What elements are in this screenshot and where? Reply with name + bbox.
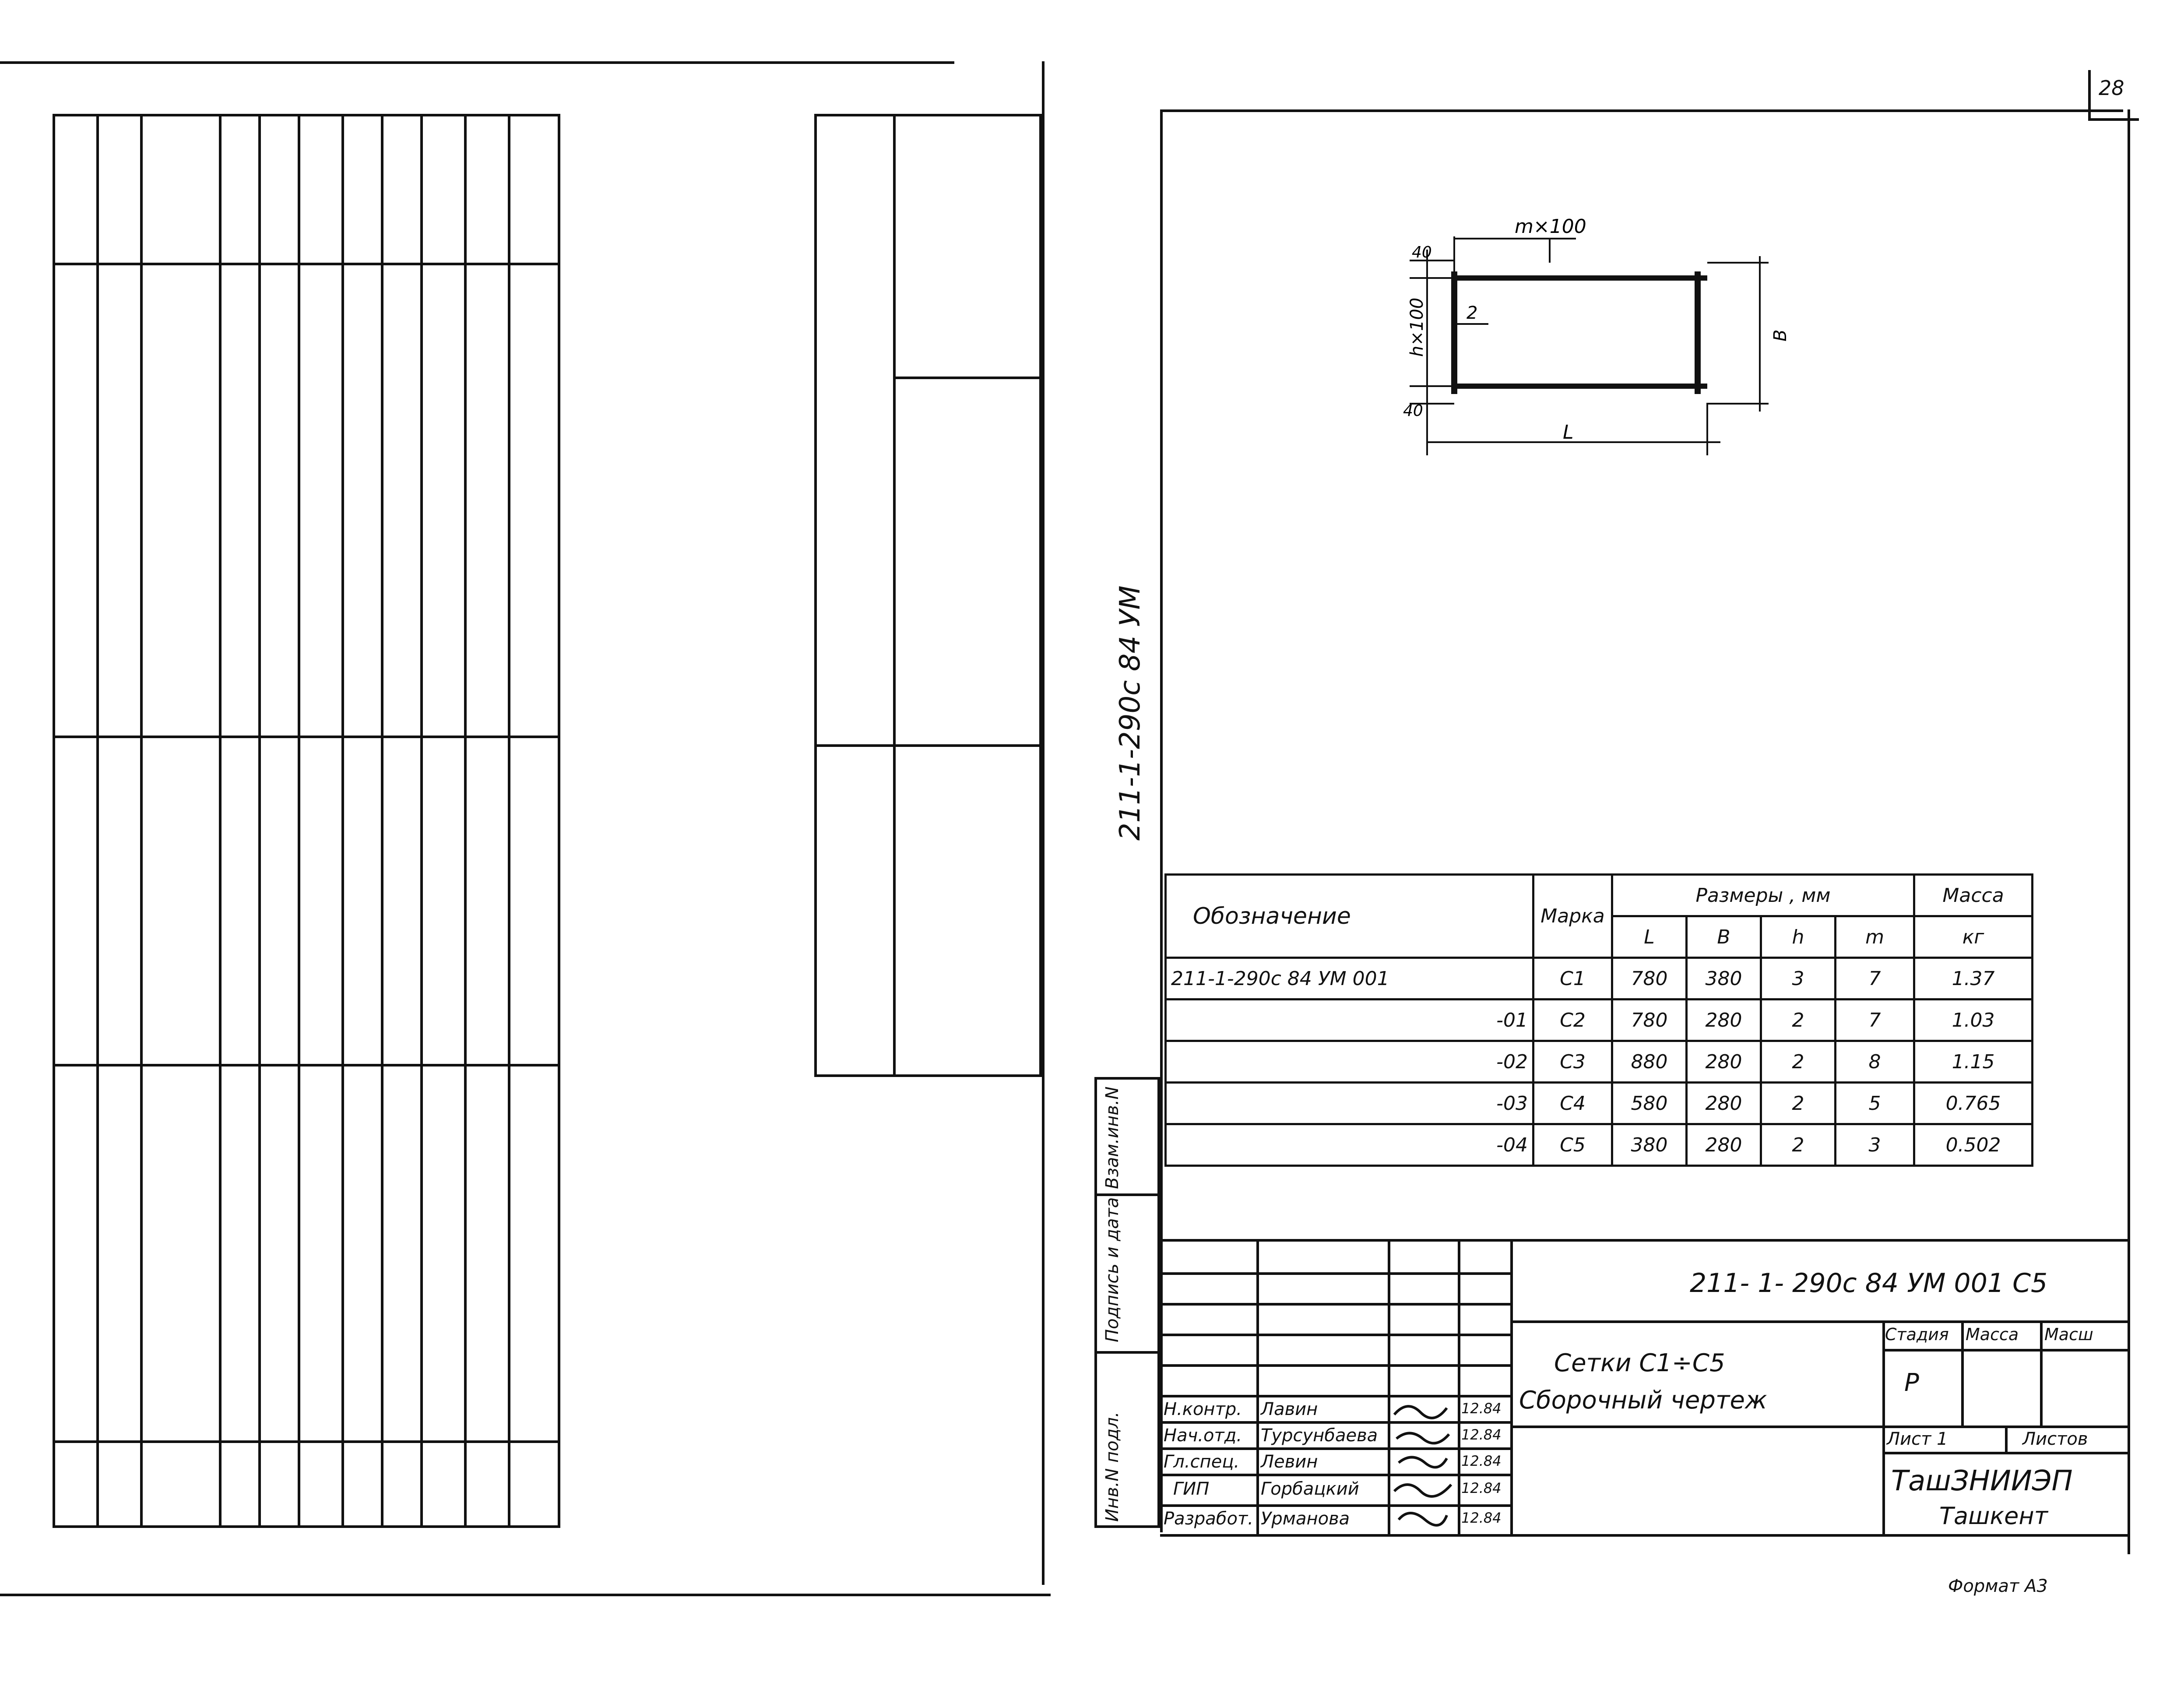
side-stamp-divider <box>1097 1193 1158 1196</box>
tb-sheet-label: Лист 1 <box>1887 1429 1948 1449</box>
tb-date: 12.84 <box>1461 1453 1502 1469</box>
row-L: 880 <box>1612 1041 1687 1083</box>
tb-sheets-label: Листов <box>2022 1429 2088 1449</box>
signatures <box>1390 1397 1456 1533</box>
row-m: 7 <box>1836 958 1914 1000</box>
left-title-block <box>814 114 1042 1077</box>
left-tb-row <box>893 377 1042 379</box>
tb-row <box>1160 1504 1510 1507</box>
row-h: 2 <box>1761 1000 1836 1041</box>
tb-date: 12.84 <box>1461 1400 1502 1417</box>
dim-top: m×100 <box>1515 215 1586 238</box>
tb-row <box>1160 1303 1510 1306</box>
spec-row-line <box>53 1440 560 1443</box>
row-mark: С2 <box>1533 1000 1612 1041</box>
tb-scale-label: Масш <box>2044 1325 2093 1344</box>
side-code: 211-1-290с 84 УМ <box>1114 585 1147 841</box>
table-row <box>1166 958 2033 1000</box>
tb-row <box>1510 1425 2128 1428</box>
row-mass: 1.37 <box>1914 958 2033 1000</box>
tb-date: 12.84 <box>1461 1426 1502 1443</box>
side-stamp-label: Взам.инв.N <box>1102 1086 1122 1189</box>
right-sheet-right-border <box>2128 109 2130 1554</box>
table-row <box>1166 1124 2033 1166</box>
mesh-table <box>1164 873 2033 1167</box>
tb-col <box>2005 1425 2008 1452</box>
col-designation: Обозначение <box>1166 875 1533 958</box>
row-designation: -04 <box>1166 1124 1533 1166</box>
table-row <box>1166 1000 2033 1041</box>
bottom-rule <box>0 1594 1051 1596</box>
spec-row-line <box>53 736 560 738</box>
mesh-diagram <box>1357 206 1817 477</box>
tb-city: Ташкент <box>1939 1502 2048 1530</box>
right-sheet-top-border <box>1160 109 2123 112</box>
tb-row <box>1882 1452 2128 1454</box>
tb-row <box>1160 1421 1510 1424</box>
spec-col-line <box>140 114 143 1528</box>
row-m: 5 <box>1836 1083 1914 1124</box>
tb-row <box>1160 1395 1510 1397</box>
tb-role: ГИП <box>1173 1479 1210 1499</box>
tb-stage-value: Р <box>1904 1369 1919 1397</box>
col-mark: Марка <box>1533 875 1612 958</box>
tb-row <box>1160 1447 1510 1450</box>
row-h: 2 <box>1761 1083 1836 1124</box>
tb-role: Разработ. <box>1164 1509 1253 1529</box>
col-h: h <box>1761 916 1836 958</box>
bar-marker: 2 <box>1467 303 1478 323</box>
tb-name: Турсунбаева <box>1261 1425 1378 1446</box>
tb-date: 12.84 <box>1461 1480 1502 1496</box>
col-mass: Масса <box>1914 875 2033 916</box>
left-tb-col <box>893 114 896 1077</box>
col-mass-unit: кг <box>1914 916 2033 958</box>
tb-col <box>1882 1320 1885 1537</box>
col-B: B <box>1687 916 1761 958</box>
row-h: 2 <box>1761 1041 1836 1083</box>
tb-col <box>2040 1320 2043 1425</box>
row-m: 3 <box>1836 1124 1914 1166</box>
col-L: L <box>1612 916 1687 958</box>
tb-mass-label: Масса <box>1966 1325 2019 1344</box>
tb-col <box>1961 1320 1964 1425</box>
spec-col-line <box>258 114 261 1528</box>
tb-row <box>1882 1349 2128 1352</box>
row-h: 2 <box>1761 1124 1836 1166</box>
spec-col-line <box>96 114 99 1528</box>
row-mark: С1 <box>1533 958 1612 1000</box>
row-B: 280 <box>1687 1083 1761 1124</box>
tb-name: Урманова <box>1261 1509 1350 1529</box>
left-sheet <box>0 61 1051 1598</box>
row-mark: С3 <box>1533 1041 1612 1083</box>
spec-col-line <box>381 114 383 1528</box>
row-designation: -01 <box>1166 1000 1533 1041</box>
dim-right: B <box>1770 329 1790 341</box>
tb-col <box>1458 1242 1460 1537</box>
dim-bottom-gap: 40 <box>1403 402 1423 420</box>
table-row <box>1166 1083 2033 1124</box>
row-designation: 211-1-290с 84 УМ 001 <box>1166 958 1533 1000</box>
dim-top-gap: 40 <box>1412 243 1432 261</box>
row-mass: 1.03 <box>1914 1000 2033 1041</box>
tb-name: Горбацкий <box>1261 1479 1359 1499</box>
spec-col-line <box>341 114 344 1528</box>
tb-row <box>1160 1474 1510 1476</box>
tb-title-line1: Сетки С1÷С5 <box>1554 1349 1725 1377</box>
side-stamp-label: Подпись и дата <box>1102 1197 1122 1342</box>
dim-left: h×100 <box>1407 297 1427 357</box>
tb-role: Н.контр. <box>1164 1399 1242 1419</box>
left-tb-row <box>814 744 1042 747</box>
spec-col-line <box>464 114 467 1528</box>
row-designation: -03 <box>1166 1083 1533 1124</box>
tb-row <box>1510 1320 2128 1323</box>
tb-role: Гл.спец. <box>1164 1452 1240 1472</box>
row-mass: 0.502 <box>1914 1124 2033 1166</box>
spec-row-line <box>53 1064 560 1066</box>
row-L: 780 <box>1612 1000 1687 1041</box>
row-mass: 0.765 <box>1914 1083 2033 1124</box>
row-B: 280 <box>1687 1124 1761 1166</box>
col-m: m <box>1836 916 1914 958</box>
spec-row-line <box>53 263 560 265</box>
row-B: 280 <box>1687 1000 1761 1041</box>
spec-col-line <box>219 114 222 1528</box>
row-m: 8 <box>1836 1041 1914 1083</box>
side-stamp-divider <box>1097 1351 1158 1354</box>
table-header-row <box>1166 875 2033 916</box>
left-sheet-right-edge <box>1042 61 1045 1585</box>
tb-code: 211- 1- 290с 84 УМ 001 С5 <box>1690 1268 2048 1299</box>
tb-row <box>1160 1334 1510 1336</box>
spec-table-frame <box>53 114 560 1528</box>
tb-row <box>1160 1364 1510 1367</box>
spec-col-line <box>420 114 423 1528</box>
left-sheet-top-edge <box>0 61 954 64</box>
page-number: 28 <box>2099 76 2124 100</box>
tb-col <box>1256 1242 1259 1537</box>
footer-format: Формат А3 <box>1948 1576 2048 1596</box>
row-L: 380 <box>1612 1124 1687 1166</box>
side-stamp <box>1094 1077 1160 1528</box>
spec-col-line <box>508 114 510 1528</box>
tb-title-line2: Сборочный чертеж <box>1519 1386 1767 1415</box>
tb-org: ТашЗНИИЭП <box>1891 1465 2073 1497</box>
title-block <box>1160 1239 2128 1537</box>
tb-role: Нач.отд. <box>1164 1425 1242 1446</box>
tb-name: Лавин <box>1261 1399 1318 1419</box>
row-mass: 1.15 <box>1914 1041 2033 1083</box>
tb-stage-label: Стадия <box>1885 1325 1949 1344</box>
col-sizes: Размеры , мм <box>1612 875 1914 916</box>
row-m: 7 <box>1836 1000 1914 1041</box>
row-h: 3 <box>1761 958 1836 1000</box>
row-B: 380 <box>1687 958 1761 1000</box>
side-stamp-label: Инв.N подл. <box>1102 1411 1122 1522</box>
row-designation: -02 <box>1166 1041 1533 1083</box>
spec-col-line <box>298 114 300 1528</box>
tb-date: 12.84 <box>1461 1510 1502 1526</box>
page-number-box <box>2088 70 2139 121</box>
row-mark: С4 <box>1533 1083 1612 1124</box>
row-L: 580 <box>1612 1083 1687 1124</box>
row-L: 780 <box>1612 958 1687 1000</box>
row-mark: С5 <box>1533 1124 1612 1166</box>
table-row <box>1166 1041 2033 1083</box>
tb-name: Левин <box>1261 1452 1318 1472</box>
row-B: 280 <box>1687 1041 1761 1083</box>
dim-bottom: L <box>1563 421 1574 443</box>
tb-col <box>1510 1242 1513 1537</box>
tb-row <box>1160 1272 1510 1275</box>
